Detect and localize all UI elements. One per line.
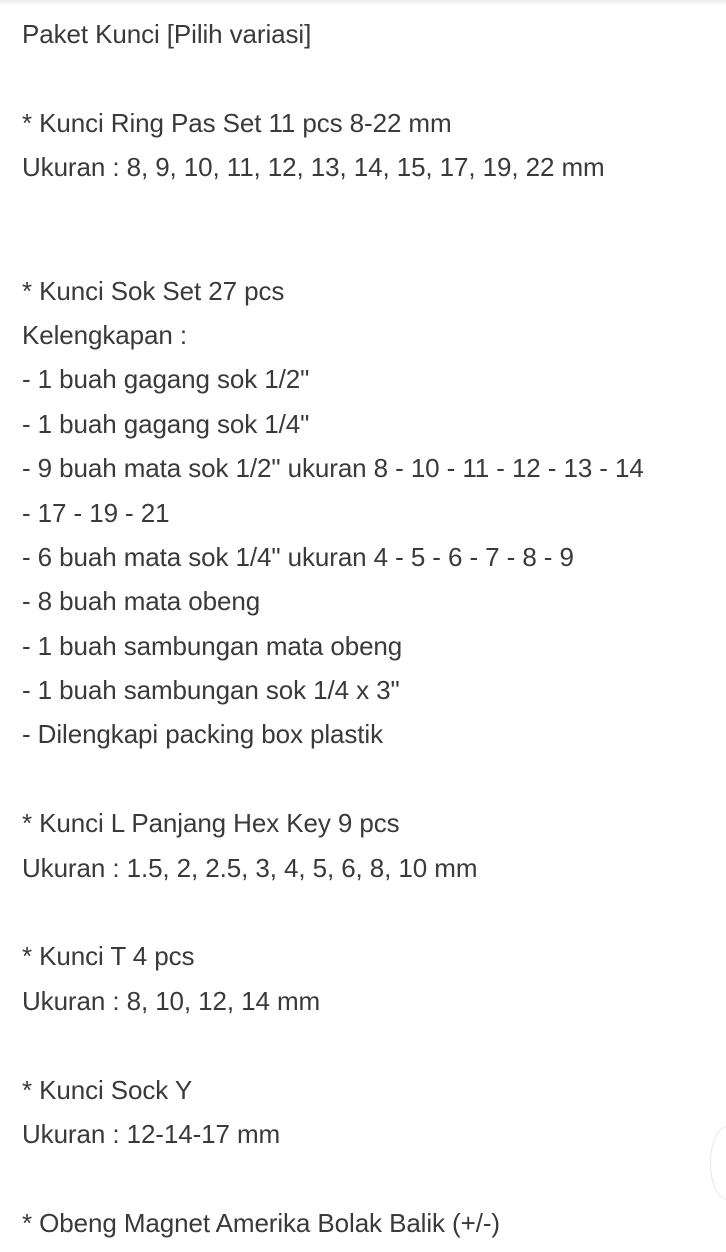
sock-y-heading: * Kunci Sock Y bbox=[22, 1074, 193, 1105]
sock-y-ukuran: Ukuran : 12-14-17 mm bbox=[22, 1118, 281, 1149]
sok-set-item: - 17 - 19 - 21 bbox=[22, 497, 170, 528]
description-title: Paket Kunci [Pilih variasi] bbox=[22, 19, 312, 49]
top-divider-shadow bbox=[0, 0, 726, 6]
sok-set-item: - 1 buah gagang sok 1/4" bbox=[22, 408, 310, 439]
scroll-edge-handle[interactable] bbox=[710, 1126, 726, 1200]
sok-set-item: - 1 buah sambungan sok 1/4 x 3" bbox=[22, 675, 400, 706]
kunci-t-heading: * Kunci T 4 pcs bbox=[22, 941, 195, 972]
obeng-heading: * Obeng Magnet Amerika Bolak Balik (+/-) bbox=[22, 1207, 500, 1238]
sok-set-item: - 8 buah mata obeng bbox=[22, 586, 261, 617]
product-description bbox=[22, 12, 712, 1245]
kunci-t-ukuran: Ukuran : 8, 10, 12, 14 mm bbox=[22, 985, 321, 1016]
ring-pas-ukuran: Ukuran : 8, 9, 10, 11, 12, 13, 14, 15, 17, 19, 22 mm bbox=[22, 152, 605, 183]
sok-set-item: - 1 buah gagang sok 1/2" bbox=[22, 364, 310, 395]
sok-set-item: - Dilengkapi packing box plastik bbox=[22, 719, 383, 750]
hex-key-ukuran: Ukuran : 1.5, 2, 2.5, 3, 4, 5, 6, 8, 10 mm bbox=[22, 852, 478, 883]
sok-set-heading: * Kunci Sok Set 27 pcs bbox=[22, 275, 285, 306]
sok-set-kelengkapan: Kelengkapan : bbox=[22, 319, 187, 350]
sok-set-item: - 1 buah sambungan mata obeng bbox=[22, 630, 403, 661]
sok-set-item: - 6 buah mata sok 1/4" ukuran 4 - 5 - 6 - 7 - 8 - 9 bbox=[22, 541, 574, 572]
ring-pas-heading: * Kunci Ring Pas Set 11 pcs 8-22 mm bbox=[22, 107, 452, 138]
hex-key-heading: * Kunci L Panjang Hex Key 9 pcs bbox=[22, 808, 400, 839]
sok-set-item: - 9 buah mata sok 1/2" ukuran 8 - 10 - 11 - 12 - 13 - 14 bbox=[22, 453, 644, 484]
